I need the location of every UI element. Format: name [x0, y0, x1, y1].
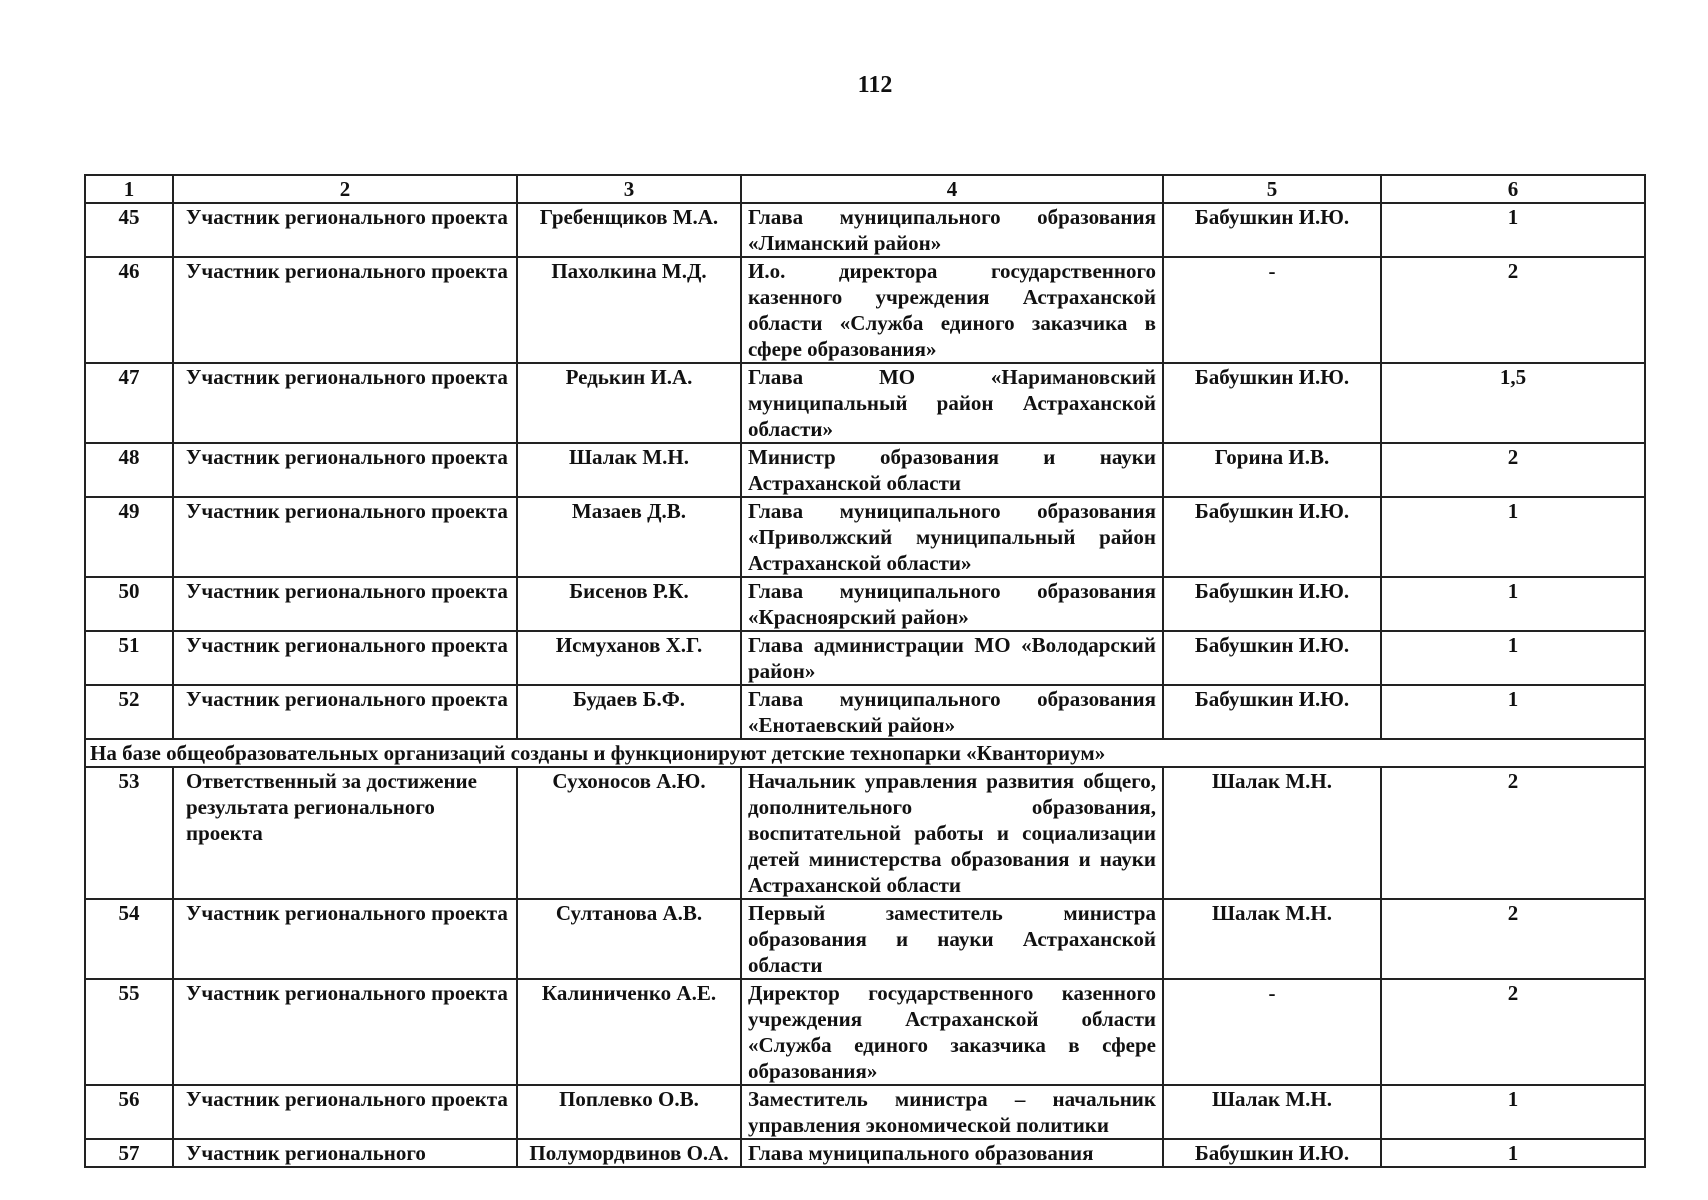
- page-number: 112: [857, 72, 893, 98]
- value-cell: 1,5: [1381, 363, 1645, 443]
- name-cell: Редькин И.А.: [517, 363, 741, 443]
- table-row: [85, 257, 1645, 363]
- role-cell: Участник регионального проекта: [173, 1085, 517, 1139]
- supervisor-cell: Шалак М.Н.: [1163, 899, 1381, 979]
- responsibility-table: [84, 174, 1646, 1168]
- value-cell: 1: [1381, 1139, 1645, 1167]
- role-cell: Участник регионального проекта: [173, 979, 517, 1085]
- name-cell: Исмуханов Х.Г.: [517, 631, 741, 685]
- header-cell: 3: [517, 175, 741, 203]
- role-cell: Участник регионального проекта: [173, 363, 517, 443]
- value-cell: 1: [1381, 577, 1645, 631]
- position-cell: И.о. директора государственного казенного учреждения Астраханской области «Служба единого заказчика в сфере образования»: [741, 257, 1163, 363]
- table-body: [85, 175, 1645, 1167]
- role-cell: Участник регионального проекта: [173, 685, 517, 739]
- position-cell: Глава муниципального образования «Приволжский муниципальный район Астраханской области»: [741, 497, 1163, 577]
- value-cell: 1: [1381, 203, 1645, 257]
- value-cell: 1: [1381, 631, 1645, 685]
- supervisor-cell: Бабушкин И.Ю.: [1163, 363, 1381, 443]
- position-cell: Директор государственного казенного учреждения Астраханской области «Служба единого заказчика в сфере образования»: [741, 979, 1163, 1085]
- row-number: 47: [85, 363, 173, 443]
- position-cell: Министр образования и науки Астраханской области: [741, 443, 1163, 497]
- table-row: [85, 497, 1645, 577]
- row-number: 50: [85, 577, 173, 631]
- value-cell: 2: [1381, 257, 1645, 363]
- supervisor-cell: -: [1163, 979, 1381, 1085]
- position-cell: Глава муниципального образования «Красноярский район»: [741, 577, 1163, 631]
- table-row: [85, 363, 1645, 443]
- role-cell: Ответственный за достижение результата регионального проекта: [173, 767, 517, 899]
- row-number: 49: [85, 497, 173, 577]
- table-row: [85, 979, 1645, 1085]
- name-cell: Бисенов Р.К.: [517, 577, 741, 631]
- table-row: [85, 685, 1645, 739]
- name-cell: Шалак М.Н.: [517, 443, 741, 497]
- position-cell: Глава МО «Наримановский муниципальный район Астраханской области»: [741, 363, 1163, 443]
- row-number: 51: [85, 631, 173, 685]
- section-row: [85, 739, 1645, 767]
- supervisor-cell: Бабушкин И.Ю.: [1163, 631, 1381, 685]
- role-cell: Участник регионального проекта: [173, 443, 517, 497]
- row-number: 48: [85, 443, 173, 497]
- supervisor-cell: Бабушкин И.Ю.: [1163, 497, 1381, 577]
- role-cell: Участник регионального проекта: [173, 631, 517, 685]
- value-cell: 2: [1381, 979, 1645, 1085]
- table-row: [85, 631, 1645, 685]
- supervisor-cell: Бабушкин И.Ю.: [1163, 577, 1381, 631]
- position-cell: Начальник управления развития общего, дополнительного образования, воспитательной работы и социализации детей министерства образования и науки Астраханской области: [741, 767, 1163, 899]
- table-row: [85, 1085, 1645, 1139]
- name-cell: Будаев Б.Ф.: [517, 685, 741, 739]
- supervisor-cell: Бабушкин И.Ю.: [1163, 203, 1381, 257]
- name-cell: Пахолкина М.Д.: [517, 257, 741, 363]
- row-number: 53: [85, 767, 173, 899]
- header-cell: 1: [85, 175, 173, 203]
- header-cell: 5: [1163, 175, 1381, 203]
- position-cell: Глава муниципального образования: [741, 1139, 1163, 1167]
- value-cell: 2: [1381, 443, 1645, 497]
- name-cell: Сухоносов А.Ю.: [517, 767, 741, 899]
- table-row: [85, 899, 1645, 979]
- supervisor-cell: Шалак М.Н.: [1163, 1085, 1381, 1139]
- name-cell: Поплевко О.В.: [517, 1085, 741, 1139]
- role-cell: Участник регионального проекта: [173, 899, 517, 979]
- row-number: 45: [85, 203, 173, 257]
- value-cell: 2: [1381, 767, 1645, 899]
- supervisor-cell: Бабушкин И.Ю.: [1163, 1139, 1381, 1167]
- name-cell: Султанова А.В.: [517, 899, 741, 979]
- name-cell: Гребенщиков М.А.: [517, 203, 741, 257]
- header-cell: 6: [1381, 175, 1645, 203]
- row-number: 54: [85, 899, 173, 979]
- value-cell: 1: [1381, 1085, 1645, 1139]
- table-row: [85, 577, 1645, 631]
- value-cell: 1: [1381, 685, 1645, 739]
- name-cell: Мазаев Д.В.: [517, 497, 741, 577]
- supervisor-cell: Шалак М.Н.: [1163, 767, 1381, 899]
- supervisor-cell: Горина И.В.: [1163, 443, 1381, 497]
- header-cell: 2: [173, 175, 517, 203]
- supervisor-cell: -: [1163, 257, 1381, 363]
- name-cell: Полумордвинов О.А.: [517, 1139, 741, 1167]
- row-number: 57: [85, 1139, 173, 1167]
- section-heading: На базе общеобразовательных организаций созданы и функционируют детские технопарки «Кванториум»: [85, 739, 1645, 767]
- table-row: [85, 203, 1645, 257]
- row-number: 52: [85, 685, 173, 739]
- supervisor-cell: Бабушкин И.Ю.: [1163, 685, 1381, 739]
- row-number: 56: [85, 1085, 173, 1139]
- position-cell: Глава муниципального образования «Енотаевский район»: [741, 685, 1163, 739]
- position-cell: Глава администрации МО «Володарский район»: [741, 631, 1163, 685]
- header-cell: 4: [741, 175, 1163, 203]
- role-cell: Участник регионального проекта: [173, 577, 517, 631]
- name-cell: Калиниченко А.Е.: [517, 979, 741, 1085]
- row-number: 46: [85, 257, 173, 363]
- role-cell: Участник регионального проекта: [173, 257, 517, 363]
- table-header-row: [85, 175, 1645, 203]
- table-row: [85, 443, 1645, 497]
- role-cell: Участник регионального: [173, 1139, 517, 1167]
- position-cell: Заместитель министра – начальник управления экономической политики: [741, 1085, 1163, 1139]
- table-row: [85, 767, 1645, 899]
- table-row: [85, 1139, 1645, 1167]
- position-cell: Глава муниципального образования «Лиманский район»: [741, 203, 1163, 257]
- value-cell: 1: [1381, 497, 1645, 577]
- role-cell: Участник регионального проекта: [173, 497, 517, 577]
- row-number: 55: [85, 979, 173, 1085]
- position-cell: Первый заместитель министра образования и науки Астраханской области: [741, 899, 1163, 979]
- role-cell: Участник регионального проекта: [173, 203, 517, 257]
- value-cell: 2: [1381, 899, 1645, 979]
